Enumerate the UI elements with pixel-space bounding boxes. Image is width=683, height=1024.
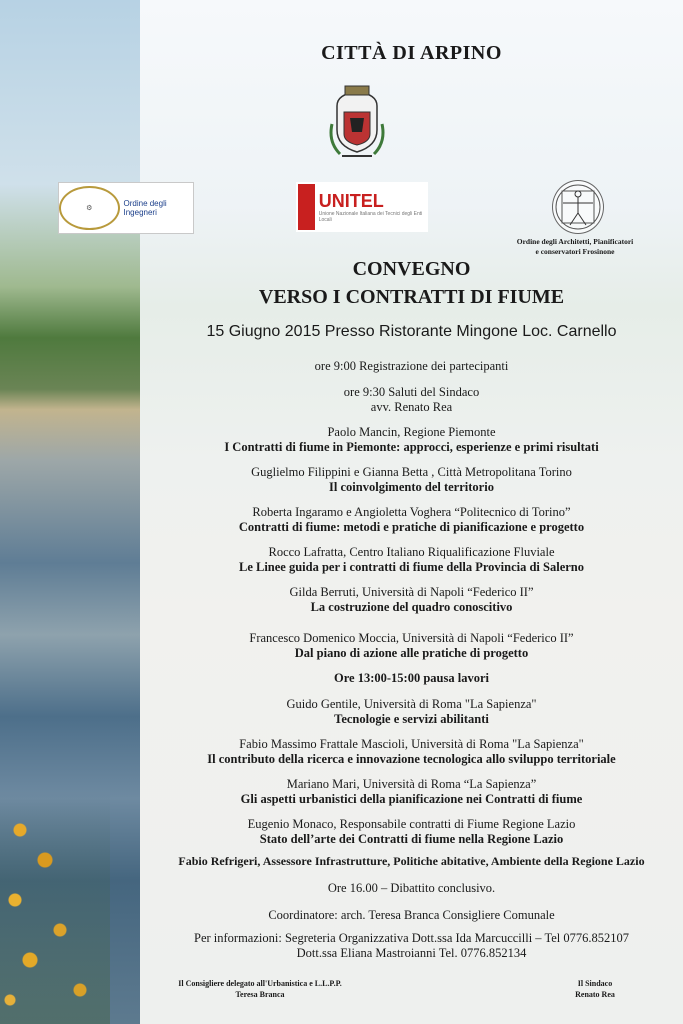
footer-right-role: Il Sindaco bbox=[577, 979, 613, 988]
footer-left-signature bbox=[160, 978, 360, 1000]
city-title: CITTÀ DI ARPINO bbox=[321, 42, 502, 64]
architetti-caption-line2: e conservatori Frosinone bbox=[535, 247, 615, 256]
talk-4-title: Le Linee guida per i contratti di fiume della Provincia di Salerno bbox=[238, 560, 585, 574]
speaker-4: Rocco Lafratta, Centro Italiano Riqualificazione Fluviale bbox=[268, 545, 555, 559]
info-line-2: Dott.ssa Eliana Mastroianni Tel. 0776.852134 bbox=[296, 946, 527, 960]
event-title-line2: VERSO I CONTRATTI DI FIUME bbox=[258, 286, 565, 308]
talk-9-title: Gli aspetti urbanistici della pianificazione nei Contratti di fiume bbox=[240, 792, 583, 806]
program-greetings-name: avv. Renato Rea bbox=[370, 400, 453, 414]
speaker-1: Paolo Mancin, Regione Piemonte bbox=[327, 425, 496, 439]
talk-10-title: Stato dell’arte dei Contratti di fiume nella Regione Lazio bbox=[259, 832, 564, 846]
info-line-1: Per informazioni: Segreteria Organizzativa Dott.ssa Ida Marcuccilli – Tel 0776.852107 bbox=[194, 931, 629, 945]
speaker-10: Eugenio Monaco, Responsabile contratti di Fiume Regione Lazio bbox=[247, 817, 576, 831]
event-date-location: 15 Giugno 2015 Presso Ristorante Mingone Loc. Carnello bbox=[206, 323, 617, 340]
footer-right-signature bbox=[540, 978, 650, 1000]
program-greetings: ore 9:30 Saluti del Sindaco bbox=[343, 385, 480, 399]
lunch-break: Ore 13:00-15:00 pausa lavori bbox=[334, 671, 489, 685]
talk-6-title: Dal piano di azione alle pratiche di progetto bbox=[294, 646, 529, 660]
speaker-5: Gilda Berruti, Università di Napoli “Federico II” bbox=[289, 585, 534, 599]
speaker-3: Roberta Ingaramo e Angioletta Voghera “Politecnico di Torino” bbox=[252, 505, 571, 519]
vitruvian-man-icon bbox=[552, 180, 604, 234]
architetti-caption-line1: Ordine degli Architetti, Pianificatori bbox=[516, 237, 634, 246]
speaker-7: Guido Gentile, Università di Roma "La Sapienza" bbox=[286, 697, 537, 711]
talk-8-title: Il contributo della ricerca e innovazione tecnologica allo sviluppo territoriale bbox=[207, 752, 616, 766]
talk-7-title: Tecnologie e servizi abilitanti bbox=[334, 712, 489, 726]
speaker-8: Fabio Massimo Frattale Mascioli, Università di Roma "La Sapienza" bbox=[239, 737, 584, 751]
program-registration: ore 9:00 Registrazione dei partecipanti bbox=[314, 359, 509, 373]
speaker-6: Francesco Domenico Moccia, Università di Napoli “Federico II” bbox=[249, 631, 574, 645]
coordinator: Coordinatore: arch. Teresa Branca Consigliere Comunale bbox=[268, 908, 555, 922]
speaker-11: Fabio Refrigeri, Assessore Infrastrutture, Politiche abitative, Ambiente della Regione Lazio bbox=[178, 854, 645, 868]
unitel-logo bbox=[296, 182, 428, 232]
unitel-mark-icon bbox=[298, 184, 315, 230]
unitel-name: UNITEL bbox=[318, 191, 384, 211]
speaker-2: Guglielmo Filippini e Gianna Betta , Città Metropolitana Torino bbox=[251, 465, 572, 479]
city-crest-icon bbox=[328, 84, 386, 160]
unitel-subtitle: Unione Nazionale Italiana dei Tecnici degli Enti Locali bbox=[318, 211, 423, 223]
flowers-decoration bbox=[0, 790, 110, 1024]
footer-left-role: Il Consigliere delegato all'Urbanistica e L.L.P.P. bbox=[178, 979, 342, 988]
gear-emblem-icon: ⚙ bbox=[59, 186, 120, 230]
footer-right-name: Renato Rea bbox=[575, 990, 615, 999]
talk-3-title: Contratti di fiume: metodi e pratiche di pianificazione e progetto bbox=[238, 520, 585, 534]
talk-5-title: La costruzione del quadro conoscitivo bbox=[310, 600, 513, 614]
talk-2-title: Il coinvolgimento del territorio bbox=[329, 480, 494, 494]
ingegneri-logo bbox=[58, 182, 194, 234]
talk-1-title: I Contratti di fiume in Piemonte: approcci, esperienze e primi risultati bbox=[224, 440, 599, 454]
footer-left-name: Teresa Branca bbox=[235, 990, 285, 999]
poster bbox=[86, 0, 683, 1024]
architetti-caption bbox=[505, 237, 645, 257]
closing-debate: Ore 16.00 – Dibattito conclusivo. bbox=[327, 881, 496, 895]
speaker-9: Mariano Mari, Università di Roma “La Sapienza” bbox=[286, 777, 537, 791]
ingegneri-logo-text: Ordine degli Ingegneri bbox=[123, 199, 167, 217]
event-title-line1: CONVEGNO bbox=[352, 258, 471, 280]
